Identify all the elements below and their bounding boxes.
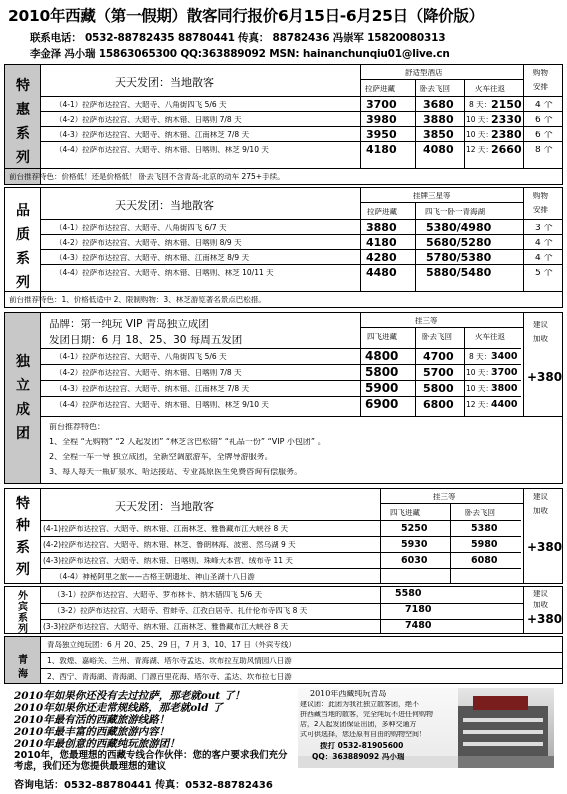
table-row: (4-3)拉萨布达拉宫、大昭寺、纳木错、日喀则、珠峰大本营、绒布寺 11 天 6030 6080 bbox=[41, 552, 521, 567]
partner-message: 2010年，您最理想的西藏专线合作伙伴：您的客户要求我们充分考虑，我们还为您提供最理想的建议 bbox=[14, 750, 288, 772]
table-row: （4-2）拉萨布达拉宫、大昭寺、纳木错、日喀则 7/8 天 5800 5700 10 天： 3700 bbox=[41, 364, 521, 379]
palace-photo: 2010年西藏纯玩青岛 建议团：此团为我社独立散客团，绝不 拼西藏当地的散客，完全纯玩不进任何购物 店，2人起发团保证出团，多种交通方 式可供选择，您还原有自由的购物空间！ 拨打 0532-81905600 QQ：363889092 冯小瑞 bbox=[298, 688, 554, 768]
table-row: （4-4）拉萨布达拉宫、大昭寺、纳木错、日喀则、林芝 9/10 天 4180 4080 12 天： 2660 8 个 bbox=[41, 141, 562, 156]
table-row: (4-1)拉萨布达拉宫、大昭寺、纳木错、江南林芝、雅鲁藏布江大峡谷 8 天 5250 5380 bbox=[41, 520, 521, 535]
table-row: （4-4）拉萨布达拉宫、大昭寺、纳木错、日喀则、林芝 9/10 天 6900 6800 12 天： 4400 bbox=[41, 396, 521, 411]
table-row: （4-1）拉萨布达拉宫、大昭寺、八角街四飞 5/6 天 4800 4700 8 天： 3400 bbox=[41, 348, 521, 363]
contact-line-1: 联系电话： 0532-88782435 88780441 传真： 88782436 冯崇军 15820080313 bbox=[30, 32, 446, 44]
section-special-routes: 特 种 系 列 天天发团：当地散客 挂三等 四飞进藏 卧去飞回 建议 加收 +380 (4-1)拉萨布达拉宫、大昭寺、纳木错、江南林芝、雅鲁藏布江大峡谷 8 天 5250 5380 (4-2)拉萨布达拉宫、大昭寺、纳木错、林芝、鲁朗林海、波密、然乌湖 9 天 5930 5980 (4-3)拉萨布达拉宫、大昭寺、纳木错、日喀则、珠峰大本营、绒布寺 11 天 6030 6080 （4-4）神秘阿里之旅——古格王朝遗址、神山圣湖十八日游 bbox=[4, 488, 563, 584]
header bbox=[0, 0, 567, 62]
section-side-label: 独 立 成 团 bbox=[5, 313, 41, 483]
section-subtitle: 天天发团：当地散客 bbox=[115, 77, 214, 88]
table-row: （4-2）拉萨布达拉宫、大昭寺、纳木错、日喀则 7/8 天 3980 3880 10 天： 2330 6 个 bbox=[41, 111, 562, 126]
section-qinghai: 青 海 青岛独立纯玩团：6 月 20、25、29 日，7 月 3、10、17 日（外宾专线） 1、敦煌、嘉峪关、兰州、青海湖、塔尔寺孟达、坎布拉互助风情园八日游 2、西宁、青海湖、青海湖、门源百里花海、塔尔寺、孟达、坎布拉七日游 bbox=[4, 636, 563, 684]
page-title: 2010年西藏（第一假期）散客同行报价6月15日-6月25日（降价版） bbox=[8, 7, 484, 25]
table-row: （4-3）拉萨布达拉宫、大昭寺、纳木错、江南林芝 8/9 天 4280 5780/5380 4 个 bbox=[41, 249, 562, 264]
table-row: （4-1）拉萨布达拉宫、大昭寺、八角街四飞 6/7 天 3880 5380/4980 3 个 bbox=[41, 219, 562, 234]
brand-line: 品牌：第一纯玩 VIP 青岛独立成团 bbox=[49, 319, 209, 330]
table-row: （4-4）神秘阿里之旅——古格王朝遗址、神山圣湖十八日游 bbox=[41, 568, 521, 584]
section-side-label: 品 质 系 列 bbox=[5, 188, 41, 307]
table-row: （4-3）拉萨布达拉宫、大昭寺、纳木错、江南林芝 7/8 天 3950 3850 10 天： 2380 6 个 bbox=[41, 126, 562, 141]
hotel-label: 舒适型酒店 bbox=[405, 69, 443, 77]
section-private-group: 独 立 成 团 品牌：第一纯玩 VIP 青岛独立成团 发团日期：6 月 18、25、30 每周五发团 挂三等 四飞进藏 卧去飞回 火车往返 建议 加收 +380 （4-1）拉萨布达拉宫、大昭寺、八角街四飞 5/6 天 4800 4700 8 天： 3400 （4-2）拉萨布达拉宫、大昭寺、纳木错、日喀则 7/8 天 5800 5700 10 天： 3700 （4-3）拉萨布达拉宫、大昭寺、纳木错、江南林芝 7/8 天 5900 5800 10 天： 3800 （4-4）拉萨布达拉宫、大昭寺、纳木错、日喀则、林芝 9/10 天 6900 6800 12 天： 4400 前台推荐特色： 1、全程 “无购物” “2 人起发团” “林芝含巴松错” “礼品一份” “VIP 小包团” 。 2、全程一车一导 独立成团，全新空调旅游车，全牌导游服务。 3、每人每天一瓶矿泉水、哈达接站、专业高原医生免费咨询有偿服务。 bbox=[4, 312, 563, 484]
dates-line: 发团日期：6 月 18、25、30 每周五发团 bbox=[49, 335, 243, 346]
section-side-label: 青 海 bbox=[5, 637, 41, 683]
section-subtitle: 天天发团：当地散客 bbox=[115, 501, 214, 512]
contact-line-2: 李金泽 冯小瑞 15863065300 QQ:363889092 MSN: hainanchunqiu01@live.cn bbox=[30, 48, 450, 60]
section-side-label: 特 种 系 列 bbox=[5, 489, 41, 583]
section-side-label: 特 惠 系 列 bbox=[5, 65, 41, 184]
section-quality: 品 质 系 列 天天发团：当地散客 挂牌三星等 拉萨进藏 四飞一卧一青海湖 购物 安排 （4-1）拉萨布达拉宫、大昭寺、八角街四飞 6/7 天 3880 5380/4980 3 个 （4-2）拉萨布达拉宫、大昭寺、纳木错、日喀则 8/9 天 4180 5680/5280 4 个 （4-3）拉萨布达拉宫、大昭寺、纳木错、江南林芝 8/9 天 4280 5780/5380 4 个 （4-4）拉萨布达拉宫、大昭寺、纳木错、日喀则、林芝 10/11 天 4480 5880/5480 5 个 前台推荐特色：1、价格低适中 2、限制购物：3、林芝游览著名景点巴松措。 bbox=[4, 187, 563, 308]
section-foreign-guests: 外 宾 系 列 建议 加收 +380 （3-1）拉萨布达拉宫、大昭寺、罗布林卡、纳木错四飞 5/6 天 5580 （3-2）拉萨布达拉宫、大昭寺、哲蚌寺、江孜白居寺、扎什伦布寺四飞 8 天 7180 (3-3)拉萨布达拉宫、大昭寺、纳木错、江南林芝、雅鲁藏布江大峡谷 8 天 7480 bbox=[4, 586, 563, 634]
section-special: 特 惠 系 列 天天发团：当地散客 舒适型酒店 拉萨进藏 卧去飞回 火车往返 购物 安排 （4-1）拉萨布达拉宫、大昭寺、八角街四飞 5/6 天 3700 3680 8 天： 2150 4 个 （4-2）拉萨布达拉宫、大昭寺、纳木错、日喀则 7/8 天 3980 3880 10 天： 2330 6 个 （4-3）拉萨布达拉宫、大昭寺、纳木错、江南林芝 7/8 天 3950 3850 10 天： 2380 6 个 （4-4）拉萨布达拉宫、大昭寺、纳木错、日喀则、林芝 9/10 天 4180 4080 12 天： 2660 8 个 前台推荐特色：价格低！还是价格低！ 卧去飞回不含青岛-北京的动车 275+手续。 bbox=[4, 64, 563, 185]
footer: 2010年如果你还没有去过拉萨，那老就out 了！ 2010年如果你还走常规线路，那老就old 了 2010年最有活的西藏旅游线路！ 2010年最丰富的西藏旅游内容！ 2010年最创意的西藏纯玩旅游团！ 2010年西藏纯玩青岛 建议团：此团为我社独立散客团，绝不 拼西藏当地的散客，完全纯玩不进任何购物 店，2人起发团保证出团，多种交通方 式可供选择，您还原有自由的购物空间！ 拨打 0532-81905600 QQ：363889092 冯小瑞 2010年，您最理想的西藏专线合作伙伴：您的客户要求我们充分考虑，我们还为您提供最理想的建议 咨询电话：0532-88780441 传真：0532-88782436 bbox=[0, 686, 567, 794]
section-note: 前台推荐特色：价格低！还是价格低！ 卧去飞回不含青岛-北京的动车 275+手续。 bbox=[9, 173, 285, 181]
section-note: 前台推荐特色：1、价格低适中 2、限制购物：3、林芝游览著名景点巴松措。 bbox=[9, 296, 266, 304]
section-side-label: 外 宾 系 列 bbox=[5, 587, 41, 633]
table-row: （4-2）拉萨布达拉宫、大昭寺、纳木错、日喀则 8/9 天 4180 5680/5280 4 个 bbox=[41, 234, 562, 249]
table-row: （4-3）拉萨布达拉宫、大昭寺、纳木错、江南林芝 7/8 天 5900 5800 10 天： 3800 bbox=[41, 380, 521, 395]
section-subtitle: 天天发团：当地散客 bbox=[115, 200, 214, 211]
table-row: （4-4）拉萨布达拉宫、大昭寺、纳木错、日喀则、林芝 10/11 天 4480 5880/5480 5 个 bbox=[41, 264, 562, 279]
surcharge: +380 bbox=[527, 371, 563, 383]
table-row: （4-1）拉萨布达拉宫、大昭寺、八角街四飞 5/6 天 3700 3680 8 天： 2150 4 个 bbox=[41, 96, 562, 111]
footer-phone: 咨询电话：0532-88780441 传真：0532-88782436 bbox=[14, 780, 273, 791]
table-row: (4-2)拉萨布达拉宫、大昭寺、纳木错、林芝、鲁朗林海、波密、然乌湖 9 天 5930 5980 bbox=[41, 536, 521, 551]
